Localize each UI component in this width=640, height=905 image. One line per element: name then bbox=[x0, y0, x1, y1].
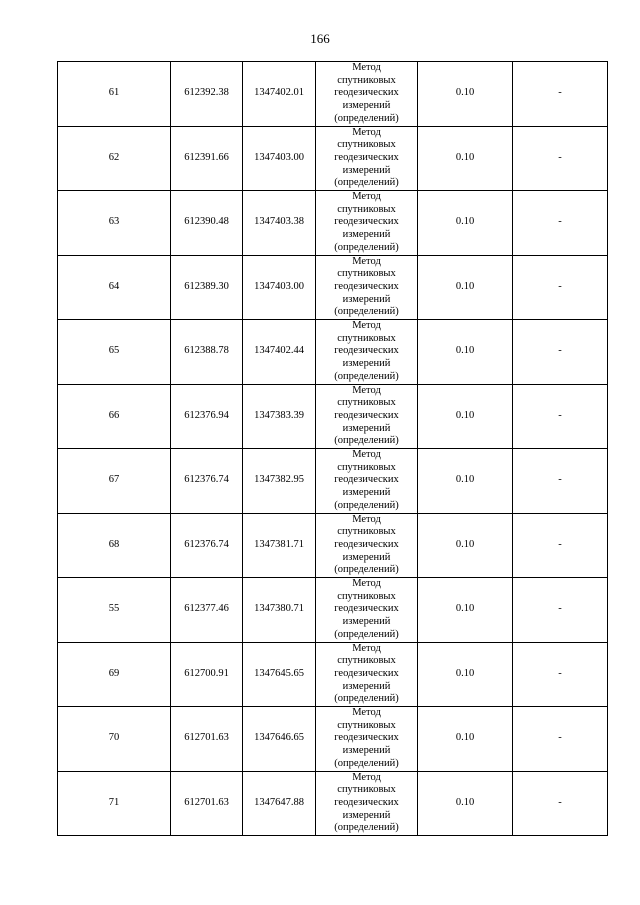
point-number-cell: 62 bbox=[58, 126, 171, 191]
method-cell: Метод спутниковых геодезических измерений (определений) bbox=[316, 513, 418, 578]
coordinate-y-cell: 1347381.71 bbox=[243, 513, 316, 578]
accuracy-cell: 0.10 bbox=[418, 320, 513, 385]
table-row bbox=[58, 191, 608, 256]
method-cell: Метод спутниковых геодезических измерений (определений) bbox=[316, 384, 418, 449]
coordinate-x-cell: 612701.63 bbox=[171, 771, 243, 836]
coordinate-x-cell: 612700.91 bbox=[171, 642, 243, 707]
table-row bbox=[58, 126, 608, 191]
table-row bbox=[58, 642, 608, 707]
accuracy-cell: 0.10 bbox=[418, 642, 513, 707]
coordinate-y-cell: 1347403.00 bbox=[243, 126, 316, 191]
accuracy-cell: 0.10 bbox=[418, 191, 513, 256]
point-number-cell: 55 bbox=[58, 578, 171, 643]
coordinate-x-cell: 612376.74 bbox=[171, 513, 243, 578]
note-cell: - bbox=[513, 384, 608, 449]
method-cell: Метод спутниковых геодезических измерений (определений) bbox=[316, 255, 418, 320]
coordinate-x-cell: 612388.78 bbox=[171, 320, 243, 385]
table-row bbox=[58, 707, 608, 772]
coordinate-x-cell: 612392.38 bbox=[171, 62, 243, 127]
coordinate-x-cell: 612701.63 bbox=[171, 707, 243, 772]
table-row bbox=[58, 62, 608, 127]
coordinate-y-cell: 1347646.65 bbox=[243, 707, 316, 772]
coordinate-x-cell: 612391.66 bbox=[171, 126, 243, 191]
coordinate-y-cell: 1347402.01 bbox=[243, 62, 316, 127]
coordinates-table-body bbox=[58, 62, 608, 836]
note-cell: - bbox=[513, 191, 608, 256]
coordinate-x-cell: 612376.94 bbox=[171, 384, 243, 449]
coordinate-x-cell: 612389.30 bbox=[171, 255, 243, 320]
point-number-cell: 61 bbox=[58, 62, 171, 127]
method-cell: Метод спутниковых геодезических измерений (определений) bbox=[316, 62, 418, 127]
accuracy-cell: 0.10 bbox=[418, 771, 513, 836]
method-cell: Метод спутниковых геодезических измерений (определений) bbox=[316, 707, 418, 772]
note-cell: - bbox=[513, 126, 608, 191]
accuracy-cell: 0.10 bbox=[418, 449, 513, 514]
coordinate-y-cell: 1347383.39 bbox=[243, 384, 316, 449]
table-row bbox=[58, 449, 608, 514]
method-cell: Метод спутниковых геодезических измерений (определений) bbox=[316, 126, 418, 191]
method-cell: Метод спутниковых геодезических измерений (определений) bbox=[316, 449, 418, 514]
page-number: 166 bbox=[310, 31, 330, 46]
coordinate-y-cell: 1347380.71 bbox=[243, 578, 316, 643]
accuracy-cell: 0.10 bbox=[418, 255, 513, 320]
method-cell: Метод спутниковых геодезических измерений (определений) bbox=[316, 191, 418, 256]
point-number-cell: 66 bbox=[58, 384, 171, 449]
point-number-cell: 68 bbox=[58, 513, 171, 578]
point-number-cell: 67 bbox=[58, 449, 171, 514]
coordinate-x-cell: 612390.48 bbox=[171, 191, 243, 256]
note-cell: - bbox=[513, 642, 608, 707]
accuracy-cell: 0.10 bbox=[418, 578, 513, 643]
coordinate-y-cell: 1347382.95 bbox=[243, 449, 316, 514]
method-cell: Метод спутниковых геодезических измерений (определений) bbox=[316, 578, 418, 643]
accuracy-cell: 0.10 bbox=[418, 126, 513, 191]
note-cell: - bbox=[513, 578, 608, 643]
point-number-cell: 63 bbox=[58, 191, 171, 256]
point-number-cell: 64 bbox=[58, 255, 171, 320]
coordinate-y-cell: 1347403.38 bbox=[243, 191, 316, 256]
point-number-cell: 65 bbox=[58, 320, 171, 385]
note-cell: - bbox=[513, 255, 608, 320]
note-cell: - bbox=[513, 320, 608, 385]
note-cell: - bbox=[513, 513, 608, 578]
note-cell: - bbox=[513, 771, 608, 836]
coordinate-y-cell: 1347403.00 bbox=[243, 255, 316, 320]
method-cell: Метод спутниковых геодезических измерений (определений) bbox=[316, 642, 418, 707]
coordinate-y-cell: 1347645.65 bbox=[243, 642, 316, 707]
accuracy-cell: 0.10 bbox=[418, 384, 513, 449]
table-row bbox=[58, 578, 608, 643]
note-cell: - bbox=[513, 707, 608, 772]
coordinate-y-cell: 1347647.88 bbox=[243, 771, 316, 836]
method-cell: Метод спутниковых геодезических измерений (определений) bbox=[316, 771, 418, 836]
table-row bbox=[58, 255, 608, 320]
coordinate-y-cell: 1347402.44 bbox=[243, 320, 316, 385]
point-number-cell: 70 bbox=[58, 707, 171, 772]
note-cell: - bbox=[513, 449, 608, 514]
table-row bbox=[58, 384, 608, 449]
point-number-cell: 69 bbox=[58, 642, 171, 707]
accuracy-cell: 0.10 bbox=[418, 707, 513, 772]
accuracy-cell: 0.10 bbox=[418, 513, 513, 578]
point-number-cell: 71 bbox=[58, 771, 171, 836]
coordinate-x-cell: 612377.46 bbox=[171, 578, 243, 643]
table-row bbox=[58, 320, 608, 385]
table-row bbox=[58, 513, 608, 578]
method-cell: Метод спутниковых геодезических измерений (определений) bbox=[316, 320, 418, 385]
coordinate-x-cell: 612376.74 bbox=[171, 449, 243, 514]
table-row bbox=[58, 771, 608, 836]
accuracy-cell: 0.10 bbox=[418, 62, 513, 127]
coordinates-table bbox=[57, 61, 608, 836]
note-cell: - bbox=[513, 62, 608, 127]
